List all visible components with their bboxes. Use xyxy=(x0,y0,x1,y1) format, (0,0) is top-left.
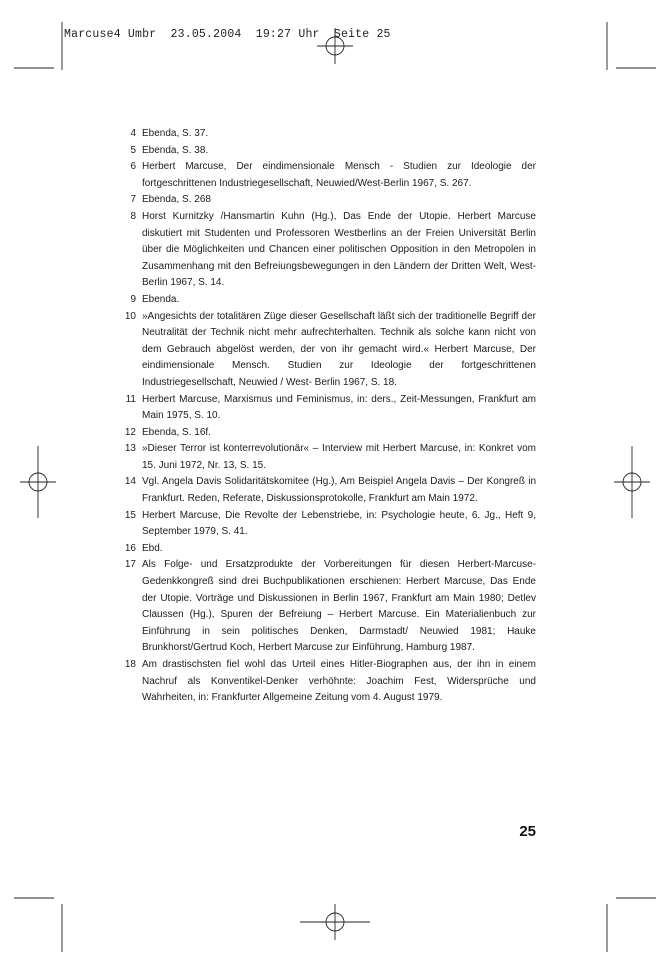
footnote-item xyxy=(118,425,536,442)
footnote-text: Ebenda. xyxy=(142,293,180,305)
footnote-text: Als Folge- und Ersatzprodukte der Vorbereitungen für diesen Herbert-Marcuse-Gedenkkongreß sind drei Buchpublikationen erschienen: Herbert Marcuse, Das Ende der Utopie. Vorträge und Diskussionen in Berlin 1967, Frankfurt am Main 1980; Detlev Claussen (Hg.), Spuren der Befreiung – Herbert Marcuse. Ein Materialienbuch zur Einführung in sein politisches Denken, Darmstadt/ Neuwied 1981; Hauke Brunkhorst/Gertrud Koch, Herbert Marcuse zur Einführung, Hamburg 1987. xyxy=(142,559,536,654)
footnote-list xyxy=(118,126,536,707)
footnote-text: Ebd. xyxy=(142,542,163,554)
footnote-item xyxy=(118,508,536,541)
registration-mark-bottom xyxy=(300,904,370,940)
footnote-text: Horst Kurnitzky /Hansmartin Kuhn (Hg.), Das Ende der Utopie. Herbert Marcuse diskutiert mit Studenten und Professoren Westberlins an der Freien Universität Berlin über die Möglichkeiten und Chancen einer politischen Opposition in den Metropolen in Zusammenhang mit den Befreiungsbewegungen in den Ländern der Dritten Welt, West-Berlin 1967, S. 14. xyxy=(142,210,536,289)
footnote-number: 4 xyxy=(130,128,136,139)
footnote-item xyxy=(118,159,536,192)
footnote-item xyxy=(118,557,536,657)
footnote-text: Herbert Marcuse, Die Revolte der Lebenstriebe, in: Psychologie heute, 6. Jg., Heft 9, September 1979, S. 41. xyxy=(142,509,536,538)
page-number: 25 xyxy=(519,823,536,840)
footnote-text: Am drastischsten fiel wohl das Urteil eines Hitler-Biographen aus, der ihn in einem Nachruf als Konventikel-Denker verhöhnte: Joachim Fest, Widersprüche und Wahrheiten, in: Frankfurter Allgemeine Zeitung vom 4. August 1979. xyxy=(142,659,536,704)
footnote-item xyxy=(118,657,536,707)
footnote-item xyxy=(118,441,536,474)
footnote-item xyxy=(118,541,536,558)
footnote-number: 10 xyxy=(124,310,136,322)
footnote-number: 7 xyxy=(130,194,136,206)
print-slug-line: Marcuse4 Umbr 23.05.2004 19:27 Uhr Seite 25 xyxy=(64,28,391,41)
footnote-text: »Angesichts der totalitären Züge dieser Gesellschaft läßt sich der traditionelle Begriff der Neutralität der Technik nicht mehr aufrechterhalten. Technik als solche kann nicht von dem Gebrauch abgelöst werden, der von ihr gemacht wird.« Herbert Marcuse, Der eindimensionale Mensch. Studien zur Ideologie der fortgeschrittenen Industriegesellschaft, Neuwied / West- Berlin 1967, S. 18. xyxy=(142,310,536,388)
footnote-number: 18 xyxy=(124,659,136,670)
footnote-text: Herbert Marcuse, Marxismus und Feminismus, in: ders., Zeit-Messungen, Frankfurt am Main 1975, S. 10. xyxy=(142,393,536,422)
footnote-number: 6 xyxy=(130,161,136,173)
registration-mark-top xyxy=(317,28,353,64)
footnote-number: 12 xyxy=(124,426,136,438)
footnote-text: »Dieser Terror ist konterrevolutionär« – Interview mit Herbert Marcuse, in: Konkret vom 15. Juni 1972, Nr. 13, S. 15. xyxy=(142,443,536,471)
footnote-number: 5 xyxy=(130,144,136,156)
footnote-text: Vgl. Angela Davis Solidaritätskomitee (Hg.), Am Beispiel Angela Davis – Der Kongreß in Frankfurt. Reden, Referate, Diskussionsprotokolle, Frankfurt am Main 1972. xyxy=(142,476,536,505)
footnote-item xyxy=(118,292,536,309)
footnote-item xyxy=(118,309,536,392)
footnote-item xyxy=(118,392,536,425)
footnote-text: Ebenda, S. 37. xyxy=(142,128,209,139)
footnote-number: 8 xyxy=(130,210,136,222)
footnote-text: Ebenda, S. 38. xyxy=(142,144,209,156)
footnote-text: Herbert Marcuse, Der eindimensionale Mensch - Studien zur Ideologie der fortgeschrittenen Industriegesellschaft, Neuwied/West-Berlin 1967, S. 267. xyxy=(142,161,536,189)
footnote-number: 13 xyxy=(124,443,136,455)
footnote-item xyxy=(118,192,536,209)
registration-mark-left xyxy=(20,446,56,518)
footnote-item xyxy=(118,126,536,143)
footnote-text: Ebenda, S. 268 xyxy=(142,194,211,206)
footnote-number: 17 xyxy=(124,559,136,571)
footnote-item xyxy=(118,474,536,507)
footnote-item xyxy=(118,209,536,292)
footnote-number: 11 xyxy=(125,393,136,405)
footnote-number: 9 xyxy=(130,293,136,305)
footnote-text: Ebenda, S. 16f. xyxy=(142,426,211,438)
registration-mark-right xyxy=(614,446,650,518)
footnote-number: 14 xyxy=(124,476,136,488)
footnote-number: 16 xyxy=(124,542,136,554)
footnote-item xyxy=(118,143,536,160)
footnote-number: 15 xyxy=(124,509,136,521)
